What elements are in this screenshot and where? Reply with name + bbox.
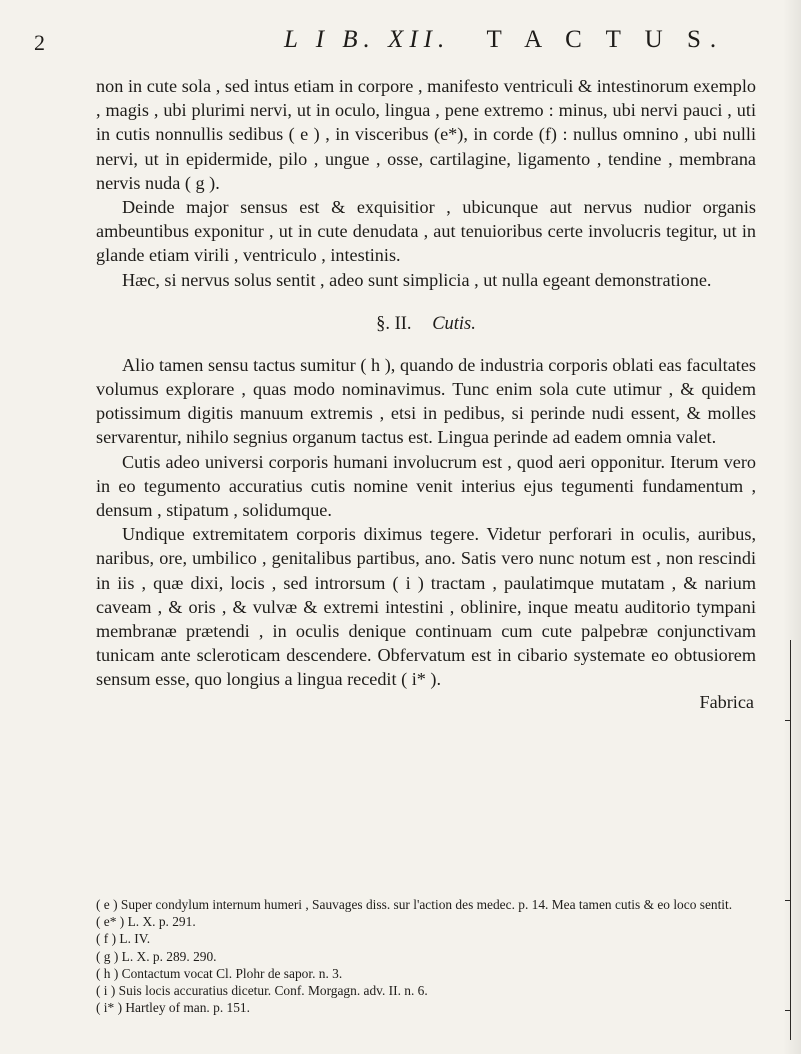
section-number: §. II.: [376, 313, 412, 334]
footnotes: [96, 896, 756, 1016]
paragraph: Deinde major sensus est & exquisitior , ubicunque aut nervus nudior organis ambeuntibus exponitur , ut in cute denudata , aut tenuioribus certe involucris tegitur, ut in glande etiam virili , ventriculo , intestinis.: [96, 197, 756, 266]
page-edge-tick: [785, 720, 791, 721]
page-header: [34, 22, 741, 62]
paragraph: Alio tamen sensu tactus sumitur ( h ), quando de industria corporis oblati eas facultates volumus explorare , quas modo nominavimus. Tunc enim sola cute utimur , & quidem potissimum digitis manuum extremis , etsi in pedibus, si perinde nudi essent, & molles servarentur, nihilo segnius organum tactus est. Lingua perinde ad eadem omnia valet.: [96, 354, 756, 448]
paragraph: Undique extremitatem corporis diximus tegere. Videtur perforari in oculis, auribus, naribus, ore, umbilico , genitalibus partibus, ano. Satis vero nunc notum est , non rescindi in iis , quæ dixi, locis , sed introrsum ( i ) tractam , paulatimque mutatam , & narium caveam , & oris , & vulvæ & extremi intestini , oblinire, inque meatu auditorio tympani membranæ prætendi , in oculis denique continuam cum cute palpebræ conjunctivam tunicam ante scleroticam descendere. Obfervatum est in cibario systemate eo obtusiorem sensum esse, quo longius a lingua recedit ( i* ).: [96, 524, 756, 690]
running-head-title: T A C T U S.: [486, 26, 726, 53]
footnote: ( e ) Super condylum internum humeri , Sauvages diss. sur l'action des medec. p. 14. Mea tamen cutis & eo loco sentit.: [96, 897, 733, 912]
catchword: Fabrica: [699, 691, 754, 712]
footnote: ( i* ) Hartley of man. p. 151.: [96, 1000, 250, 1016]
footnote: ( e* ) L. X. p. 291.: [96, 914, 196, 930]
page-edge-tick: [785, 1010, 791, 1011]
page-edge-shadow: [783, 0, 801, 1054]
section-title: Cutis.: [432, 313, 476, 334]
footnote: ( h ) Contactum vocat Cl. Plohr de sapor. n. 3.: [96, 965, 343, 981]
footnote: ( g ) L. X. p. 289. 290.: [96, 948, 217, 964]
paragraph: non in cute sola , sed intus etiam in corpore , manifesto ventriculi & intestinorum exemplo , magis , ubi plurimi nervi, ut in oculo, lingua , pene extremo : minus, ubi nervi pauci , uti in cutis nonnullis sedibus ( e ) , in visceribus (e*), in corde (f) : nullus omnino , ubi nulli nervi, ut in epidermide, pilo , ungue , osse, cartilagine, ligamento , tendine , membrana nervis nuda ( g ).: [96, 76, 756, 193]
page-edge-tick: [785, 900, 791, 901]
section-heading: [96, 314, 756, 335]
page-edge-line: [790, 640, 791, 1040]
main-text: [96, 74, 756, 713]
paragraph: Cutis adeo universi corporis humani involucrum est , quod aeri opponitur. Iterum vero in eo tegumento accuratius cutis nomine venit interius ejus tegumenti fundamentum , densum , stipatum , solidumque.: [96, 451, 756, 521]
page-number: 2: [34, 30, 45, 55]
footnote: ( i ) Suis locis accuratius dicetur. Conf. Morgagn. adv. II. n. 6.: [96, 983, 428, 999]
running-head-book: L I B. XII.: [284, 26, 451, 53]
footnote: ( f ) L. IV.: [96, 931, 151, 947]
paragraph: Hæc, si nervus solus sentit , adeo sunt simplicia , ut nulla egeant demonstratione.: [122, 269, 712, 290]
running-head: [284, 26, 725, 54]
